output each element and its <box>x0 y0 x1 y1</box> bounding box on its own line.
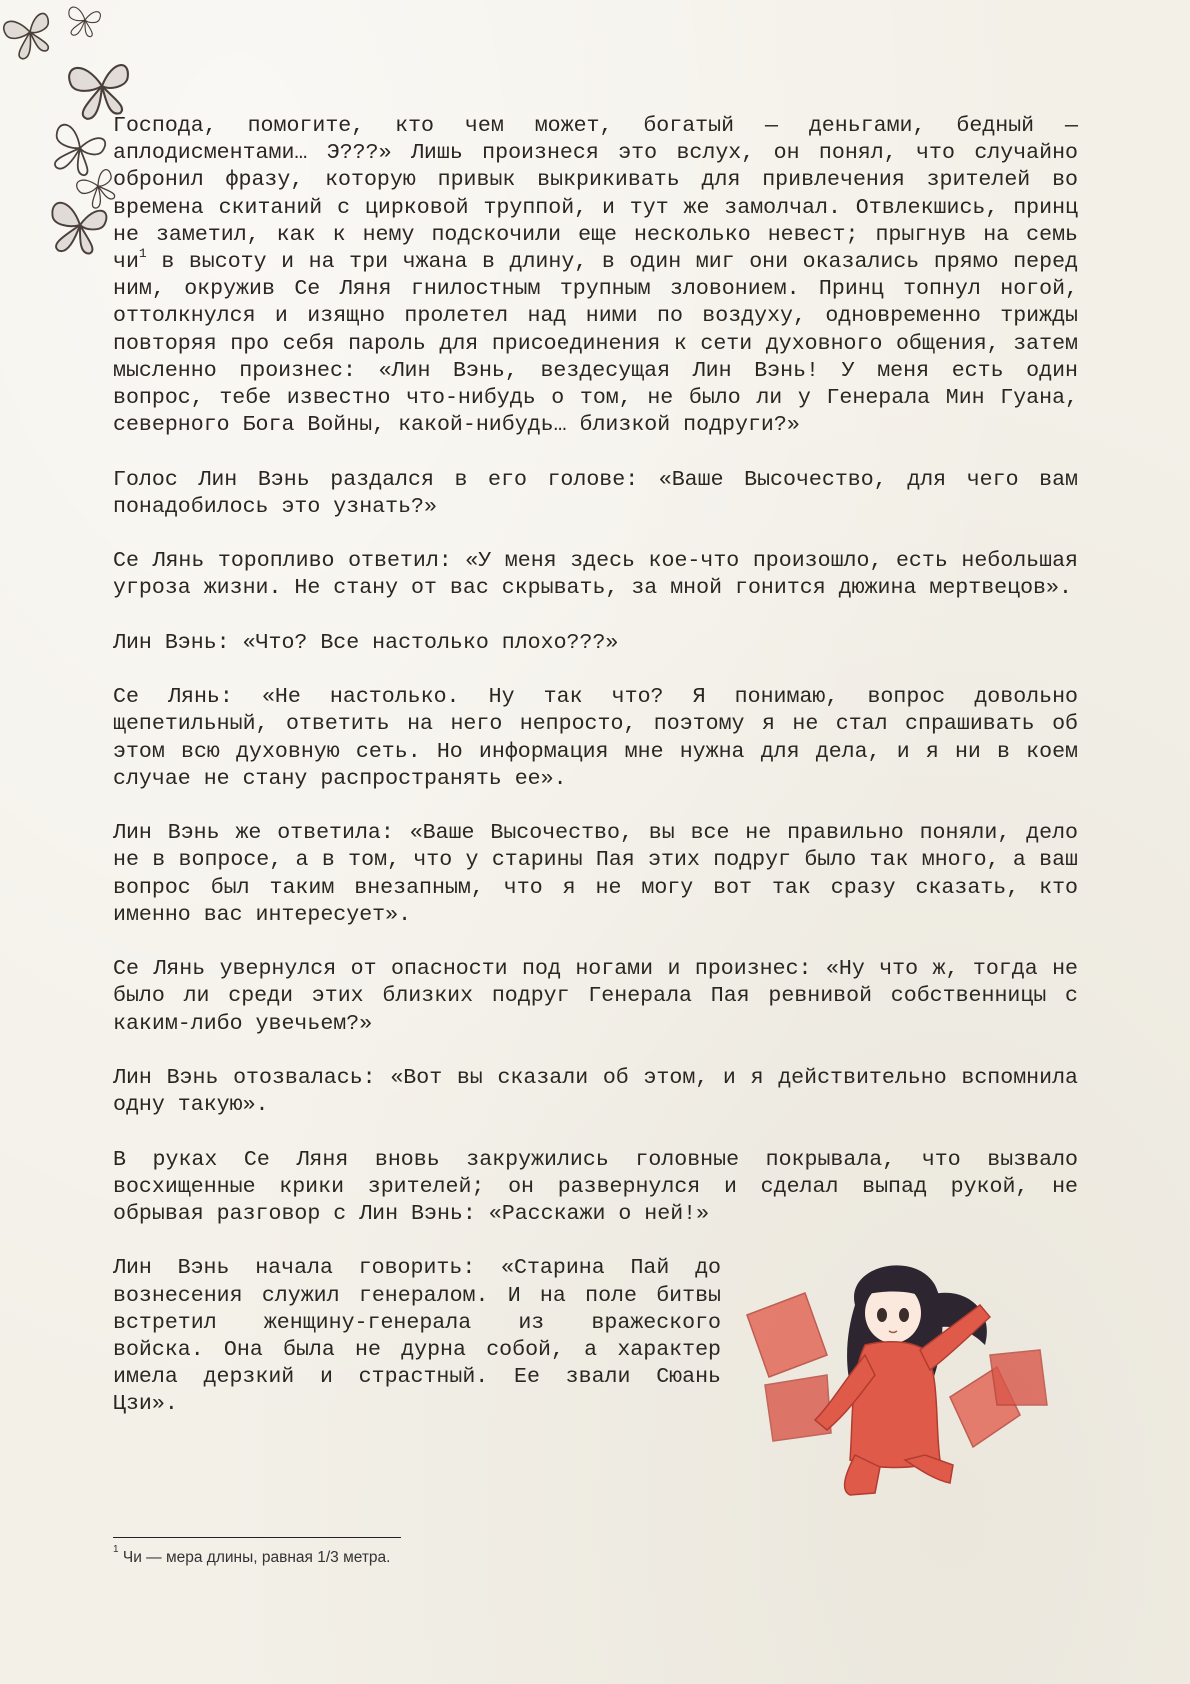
paragraph: Голос Лин Вэнь раздался в его голове: «Ваше Высочество, для чего вам понадобилось это узнать?» <box>113 467 1078 519</box>
butterfly-icon <box>68 64 131 121</box>
paragraph: Лин Вэнь же ответила: «Ваше Высочество, вы все не правильно поняли, дело не в вопросе, а в том, что у старины Пая этих подруг было так много, а ваш вопрос был таким внезапным, что я не могу вот так сразу сказать, кто именно вас интересует». <box>113 821 1078 927</box>
footnote-text: Чи — мера длины, равная 1/3 метра. <box>122 1549 391 1566</box>
paragraph <box>113 113 1078 439</box>
footnote-reference[interactable]: 1 <box>138 245 147 261</box>
paragraph: Лин Вэнь начала говорить: «Старина Пай до вознесения служил генералом. И на поле битвы встретил женщину-генерала из вражеского войска. Она была не дурна собой, а характер имела дерзкий и страстный. Ее звали Сюань Цзи». <box>113 1256 721 1417</box>
footnote <box>113 1543 391 1567</box>
butterfly-icon <box>65 6 101 39</box>
butterfly-icon <box>46 202 108 258</box>
paragraph-part: Господа, помогите, кто чем может, богатый — деньгами, бедный — аплодисментами… Э???» Лишь произнеся это вслух, он понял, что случайно обронил фразу, которую привык выкрикивать для привлечения зрителей во времена скитаний с цирковой труппой, и тут же замолчал. Отвлекшись, принц не заметил, как к нему подскочили еще несколько невест; прыгнув на семь чи <box>113 114 1078 275</box>
chibi-character-illustration <box>735 1255 1085 1505</box>
butterfly-icon <box>45 123 107 181</box>
paragraph: Лин Вэнь отозвалась: «Вот вы сказали об этом, и я действительно вспомнила одну такую». <box>113 1066 1078 1118</box>
paragraph-part: в высоту и на три чжана в длину, в один миг они оказались прямо перед ним, окружив Се Ляня гнилостным трупным зловонием. Принц топнул ногой, оттолкнулся и изящно пролетел над ними по воздуху, одновременно трижды повторяя про себя пароль для присоединения к сети духовного общения, затем мысленно произнес: «Лин Вэнь, вездесущая Лин Вэнь! У меня есть один вопрос, тебе известно что-нибудь о том, не было ли у Генерала Мин Гуана, северного Бога Войны, какой-нибудь… близкой подруги?» <box>113 250 1078 438</box>
paragraph: Лин Вэнь: «Что? Все настолько плохо???» <box>113 630 619 655</box>
paragraph: Се Лянь увернулся от опасности под ногами и произнес: «Ну что ж, тогда не было ли среди этих близких подруг Генерала Пая ревнивой собственницы с каким-либо увечьем?» <box>113 957 1078 1036</box>
butterfly-icon <box>2 12 56 62</box>
footnote-separator <box>113 1537 401 1538</box>
paragraph: Се Лянь торопливо ответил: «У меня здесь кое-что произошло, есть небольшая угроза жизни. Не стану от вас скрывать, за мной гонится дюжина мертвецов». <box>113 549 1078 601</box>
body-text <box>113 113 1078 1446</box>
footnote-marker: 1 <box>113 1543 119 1555</box>
paragraph: Се Лянь: «Не настолько. Ну так что? Я понимаю, вопрос довольно щепетильный, ответить на него непросто, поэтому я не стал спрашивать об этом всю духовную сеть. Но информация мне нужна для дела, и я ни в коем случае не стану распространять ее». <box>113 685 1078 791</box>
paragraph: В руках Се Ляня вновь закружились головные покрывала, что вызвало восхищенные крики зрителей; он развернулся и сделал выпад рукой, не обрывая разговор с Лин Вэнь: «Расскажи о ней!» <box>113 1147 1078 1226</box>
